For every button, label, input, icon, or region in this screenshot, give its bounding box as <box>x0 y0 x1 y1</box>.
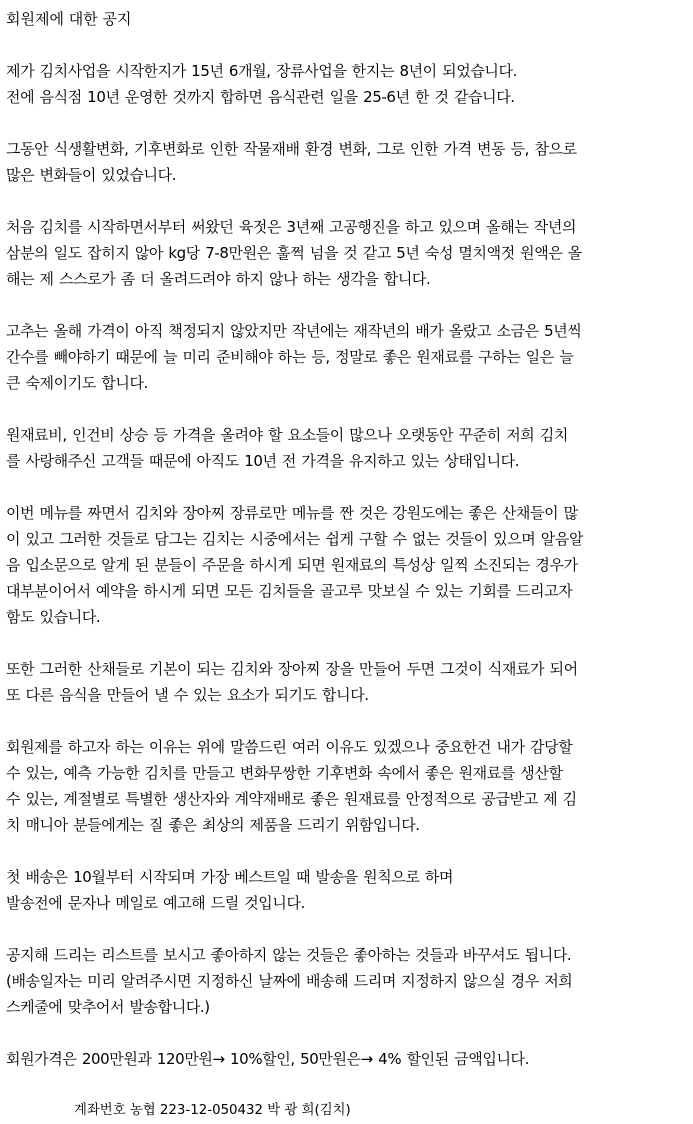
paragraph-line: 전에 음식점 10년 운영한 것까지 합하면 음식관련 일을 25-6년 한 것 같습니다. <box>6 88 515 106</box>
paragraph-line: 발송전에 문자나 메일로 예고해 드릴 것입니다. <box>6 894 305 912</box>
paragraph-line: 이 있고 그러한 것들로 담그는 김치는 시중에서는 쉽게 구할 수 없는 것들이 있으며 알음알 <box>6 530 584 548</box>
paragraph-line: 큰 숙제이기도 합니다. <box>6 374 148 392</box>
paragraph-line: 치 매니아 분들에게는 질 좋은 최상의 제품을 드리기 위함입니다. <box>6 816 420 834</box>
paragraph-line: 해는 제 스스로가 좀 더 올려드려야 하지 않나 하는 생각을 합니다. <box>6 270 431 288</box>
paragraph-line: 스케줄에 맞추어서 발송합니다.) <box>6 998 210 1016</box>
paragraph-wild-greens <box>6 656 687 708</box>
paragraph-line: 회원가격은 200만원과 120만원→ 10%할인, 50만원은→ 4% 할인된 금액입니다. <box>6 1050 530 1068</box>
paragraph-line: 수 있는, 예측 가능한 김치를 만들고 변화무쌍한 기후변화 속에서 좋은 원재료를 생산할 <box>6 764 563 782</box>
paragraph-line: 제가 김치사업을 시작한지가 15년 6개월, 장류사업을 한지는 8년이 되었습니다. <box>6 62 517 80</box>
paragraph-line: 많은 변화들이 있었습니다. <box>6 166 177 184</box>
paragraph-pepper-salt <box>6 318 687 396</box>
paragraph-line: 공지해 드리는 리스트를 보시고 좋아하지 않는 것들은 좋아하는 것들과 바꾸셔도 됩니다. <box>6 946 572 964</box>
paragraph-member-price <box>6 1046 687 1072</box>
paragraph-menu <box>6 500 687 630</box>
paragraph-line: 음 입소문으로 알게 된 분들이 주문을 하시게 되면 원재료의 특성상 일찍 소진되는 경우가 <box>6 556 578 574</box>
paragraph-membership-reason <box>6 734 687 838</box>
notice-title: 회원제에 대한 공지 <box>6 10 132 28</box>
paragraph-line: 대부분이어서 예약을 하시게 되면 모든 김치들을 골고루 맛보실 수 있는 기회를 드리고자 <box>6 582 573 600</box>
paragraph-line: 고추는 올해 가격이 아직 책정되지 않았지만 작년에는 재작년의 배가 올랐고 소금은 5년씩 <box>6 322 582 340</box>
paragraph-line: 처음 김치를 시작하면서부터 써왔던 육젓은 3년째 고공행진을 하고 있으며 올해는 작년의 <box>6 218 577 236</box>
notice-document <box>6 6 687 1124</box>
paragraph-list-exchange <box>6 942 687 1020</box>
paragraph-line: 함도 있습니다. <box>6 608 101 626</box>
paragraph-line: 첫 배송은 10월부터 시작되며 가장 베스트일 때 발송을 원칙으로 하며 <box>6 868 454 886</box>
paragraph-line: 수 있는, 계절별로 특별한 생산자와 계약재배로 좋은 원재료를 안정적으로 공급받고 제 김 <box>6 790 577 808</box>
paragraph-first-delivery <box>6 864 687 916</box>
paragraph-career <box>6 58 687 110</box>
paragraph-line: 또 다른 음식을 만들어 낼 수 있는 요소가 되기도 합니다. <box>6 686 369 704</box>
paragraph-line: 간수를 빼야하기 때문에 늘 미리 준비해야 하는 등, 정말로 좋은 원재료를 구하는 일은 늘 <box>6 348 574 366</box>
paragraph-line: 그동안 식생활변화, 기후변화로 인한 작물재배 환경 변화, 그로 인한 가격 변동 등, 참으로 <box>6 140 577 158</box>
paragraph-line: 원재료비, 인건비 상승 등 가격을 올려야 할 요소들이 많으나 오랫동안 꾸준히 저희 김치 <box>6 426 568 444</box>
paragraph-line: 또한 그러한 산채들로 기본이 되는 김치와 장아찌 장을 만들어 두면 그것이 식재료가 되어 <box>6 660 578 678</box>
bank-account-info: 계좌번호 농협 223-12-050432 박 광 희(김치) <box>74 1103 351 1118</box>
paragraph-line: 삼분의 일도 잡히지 않아 kg당 7-8만원은 훌쩍 넘을 것 같고 5년 숙성 멸치액젓 원액은 올 <box>6 244 582 262</box>
paragraph-line: 회원제를 하고자 하는 이유는 위에 말씀드린 여러 이유도 있겠으나 중요한건 내가 감당할 <box>6 738 573 756</box>
paragraph-changes <box>6 136 687 188</box>
paragraph-line: 를 사랑해주신 고객들 때문에 아직도 10년 전 가격을 유지하고 있는 상태입니다. <box>6 452 520 470</box>
paragraph-line: (배송일자는 미리 알려주시면 지정하신 날짜에 배송해 드리며 지정하지 않으실 경우 저희 <box>6 972 573 990</box>
paragraph-line: 이번 메뉴를 짜면서 김치와 장아찌 장류로만 메뉴를 짠 것은 강원도에는 좋은 산채들이 많 <box>6 504 578 522</box>
paragraph-salted-shrimp <box>6 214 687 292</box>
paragraph-prices <box>6 422 687 474</box>
